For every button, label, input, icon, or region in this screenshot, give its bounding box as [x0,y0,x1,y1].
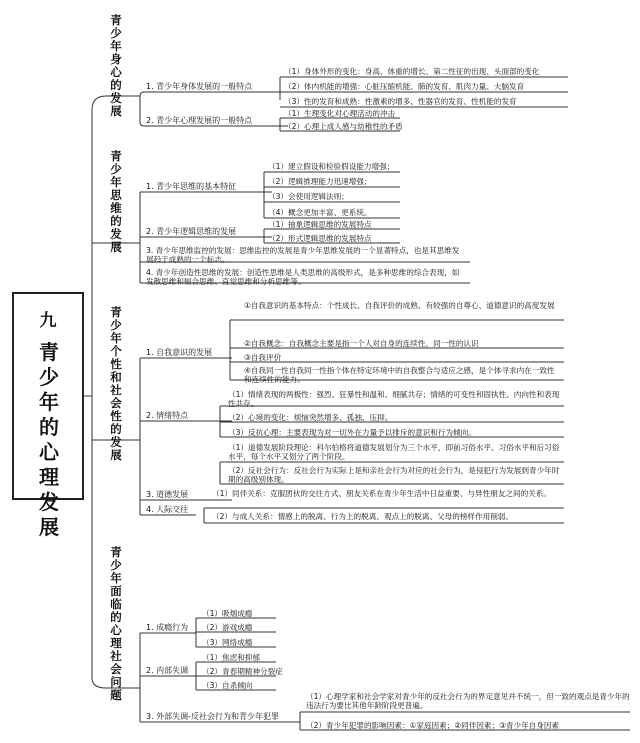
leaf: （4）概念更加丰富、更系统。 [268,208,372,217]
item-creative-thinking: 4. 青少年创造性思维的发展：创造性思维是人类思维的高级形式，是多种思维的综合表现，如发散思维和辐合思维、直觉思维和分析思维等。 [146,268,460,287]
leaf: （2）青春期精神分裂症 [202,667,283,676]
leaf: ④自我同一性自我同一性指个体在特定环境中的自我整合与适应之感，是个体寻求内在一致性和连续性的能力。 [244,366,555,385]
leaf: ③自我评价 [244,353,282,362]
item-emotion: 2. 情绪特点 [146,411,189,420]
leaf: （1）焦虑和抑郁 [202,653,260,662]
item-thinking-monitor: 3. 青少年思维监控的发展：思维监控的发展是青少年思维发展的一个显著特点，也是其思维发展趋于成熟的一个标志。 [146,246,460,265]
leaf: （2）体内机能的增强：心脏压缩机能、肺的发育、肌肉力量、大脑发育 [284,82,525,91]
leaf: ①自我意识的基本特点：个性成长、自我评价的成熟、有较强的自尊心、道德意识的高度发展 [244,301,555,310]
leaf: （3）性的发育和成熟：性激素的增多、性器官的发育、性机能的发育 [284,97,517,106]
leaf: （2）心理上成人感与幼稚性的矛盾 [284,122,403,131]
leaf: （2）形式逻辑思维的发展特点 [268,234,372,243]
section-title-body-mind: 青少年身心的发展 [110,13,122,118]
leaf: （1）生理变化对心理活动的冲击 [284,109,396,118]
item-addiction: 1. 成瘾行为 [146,623,189,632]
leaf: （3）网络成瘾 [202,638,253,647]
leaf: （3）自杀倾向 [202,681,253,690]
leaf: （1）吸烟成瘾 [202,609,253,618]
item-logic-thinking: 2. 青少年逻辑思维的发展 [146,227,237,236]
leaf: （1）心理学家和社会学家对青少年的反社会行为的界定意见并不统一，但一致的观点是青少年的违法行为要比其他年龄阶段更普遍。 [306,692,630,711]
leaf: （3）反抗心理：主要表现为对一切外在力量予以排斥的意识和行为倾向。 [228,428,476,437]
leaf: （1）情绪表现的两极性：强烈、狂暴性和温和、细腻共存；情绪的可变性和固执性、内向性和表现性共存。 [228,390,560,409]
leaf: ②自我概念：自我概念主要是指一个人对自身的连续性、同一性的认识 [244,339,479,348]
item-external-disorder: 3. 外部失调-反社会行为和青少年犯罪 [146,712,280,721]
leaf: （2）反社会行为：反社会行为实际上是和亲社会行为对应的社会行为，是侵犯行为发展到青少年时期的高级别体现。 [228,466,560,485]
root-node [12,292,84,539]
leaf: （1）建立假设和检验假设能力增强； [268,162,395,171]
item-thinking-features: 1. 青少年思维的基本特征 [146,182,237,191]
item-internal-disorder: 2. 内部失调 [146,666,189,675]
leaf: （2）与成人关系：情感上的脱离、行为上的脱离、观点上的脱离、父母的榜样作用削弱。 [212,512,513,521]
leaf: （1）道德发展阶段理论：科尔伯格将道德发展划分为三个水平，即前习俗水平、习俗水平和后习俗水平，每个水平又划分了两个阶段。 [228,443,560,462]
leaf: （2）游戏成瘾 [202,623,253,632]
leaf: （2）逻辑推理能力迅速增强； [268,177,372,186]
item-morality: 3. 道德发展 [146,490,189,499]
item-interpersonal: 4. 人际交往 [146,505,189,514]
leaf: （2）心境的变化：烦恼突然增多、孤独、压抑。 [228,413,393,422]
root-title: 青少年的心理发展 [39,340,59,539]
section-title-social-problems: 青少年面临的心理社会问题 [110,545,122,702]
root-number: 九 [39,311,57,331]
leaf: （1）同伴关系：克服团伙的交往方式、朋友关系在青少年生活中日益重要、与异性朋友之间的关系。 [212,489,551,498]
leaf: （3）会使用逻辑法则； [268,192,349,201]
leaf: （2）青少年犯罪的影响因素：①家庭因素；②同伴因素；③青少年自身因素 [306,721,560,730]
leaf: （1）抽象逻辑思维的发展特点 [268,220,372,229]
leaf: （1）身体外形的变化：身高、体重的增长、第二性征的出现、头面部的变化 [284,67,540,76]
section-title-thinking: 青少年思维的发展 [110,149,122,254]
item-mind-development: 2. 青少年心理发展的一般特点 [146,116,253,125]
item-self-awareness: 1. 自我意识的发展 [146,348,213,357]
item-body-development: 1. 青少年身体发展的一般特点 [146,82,253,91]
section-title-personality: 青少年个性和社会性的发展 [110,305,122,462]
